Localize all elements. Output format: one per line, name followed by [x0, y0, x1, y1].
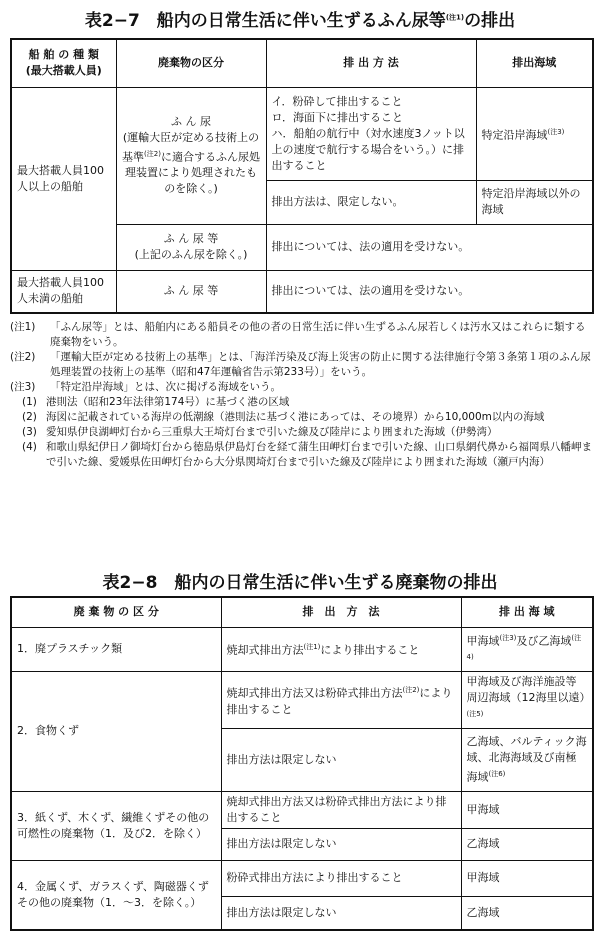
method-sewage-conditions: イ．粉砕して排出すること ロ．海面下に排出すること ハ．船舶の航行中（対水速度3ノット以上の速度で航行する場合をいう。）に排出すること	[266, 87, 476, 180]
header-discharge-method: 排 出 方 法	[266, 39, 476, 87]
waste-food: 2．食物くず	[11, 671, 221, 791]
method-plastics: 焼却式排出方法$^{(注1)}$により排出すること	[221, 627, 461, 671]
table-2-7-title: 表2−7 船内の日常生活に伴い生ずるふん尿等$^{(注1)}$の排出	[84, 11, 516, 31]
note-3-item: (2) 海図に記載されている海岸の低潮線（港則法に基づく港にあっては、その境界）から10,000m以内の海域	[22, 411, 545, 423]
sea-specified-coastal: 特定沿岸海域$^{(注3)}$	[476, 87, 593, 180]
waste-metal-glass: 4．金属くず、ガラスくず、陶磁器くずその他の廃棄物（1．〜3．を除く。）	[11, 860, 221, 930]
waste-combustible: 3．紙くず、木くず、繊維くずその他の可燃性の廃棄物（1．及び2．を除く）	[11, 791, 221, 860]
method-metal-1: 粉砕式排出方法により排出すること	[221, 860, 461, 896]
waste-sewage-etc-small: ふ ん 尿 等	[116, 270, 266, 313]
method-food-1: 焼却式排出方法又は粉砕式排出方法$^{(注2)}$により排出すること	[221, 671, 461, 728]
waste-plastics: 1．廃プラスチック類	[11, 627, 221, 671]
note-1: (注1) 「ふん尿等」とは、船舶内にある船員その他の者の日常生活に伴い生ずるふん尿若しくは汚水又はこれらに類する廃棄物をいう。	[10, 321, 586, 348]
note-3-item: (1) 港則法（昭和23年法律第174号）に基づく港の区域	[22, 396, 290, 408]
notes-table-2-7	[10, 320, 592, 470]
law-not-applicable: 排出については、法の適用を受けない。	[266, 224, 593, 270]
note-2: (注2) 「運輸大臣が定める技術上の基準」とは、「海洋汚染及び海上災害の防止に関する法律施行令第３条第１項のふん尿処理装置の技術上の基準（昭和47年運輸省告示第233号）」をいう。	[10, 351, 591, 378]
header-waste-category: 廃棄物の区分	[116, 39, 266, 87]
waste-sewage: ふ ん 尿 (運輸大臣が定める技術上の基準$^{(注2)}$に適合するふん尿処理装置により処理されたものを除く。)	[116, 87, 266, 224]
header-waste-category: 廃 棄 物 の 区 分	[11, 597, 221, 627]
table-2-8-title: 表2−8 船内の日常生活に伴い生ずる廃棄物の排出	[102, 573, 498, 593]
header-discharge-method: 排 出 方 法	[221, 597, 461, 627]
sea-plastics: 甲海域$^{(注3)}$及び乙海域$^{(注4)}$	[461, 627, 593, 671]
sea-combustible-2: 乙海域	[461, 828, 593, 860]
sea-metal-1: 甲海域	[461, 860, 593, 896]
note-3-item: (4) 和歌山県紀伊日ノ御埼灯台から徳島県伊島灯台を経て蒲生田岬灯台まで引いた線、山口県網代鼻から福岡県八幡岬まで引いた線、愛媛県佐田岬灯台から大分県関埼灯台まで引いた線及び陸岸により囲まれた海域（瀬戸内海）	[22, 441, 592, 468]
ship-small: 最大搭載人員100人未満の船舶	[11, 270, 116, 313]
law-not-applicable-small: 排出については、法の適用を受けない。	[266, 270, 593, 313]
sea-combustible-1: 甲海域	[461, 791, 593, 828]
sea-outside-coastal: 特定沿岸海域以外の海域	[476, 180, 593, 224]
ship-large: 最大搭載人員100人以上の船舶	[11, 87, 116, 270]
header-discharge-area: 排出海域	[476, 39, 593, 87]
header-ship-type: 船 舶 の 種 類 (最大搭載人員)	[11, 39, 116, 87]
method-unlimited: 排出方法は、限定しない。	[266, 180, 476, 224]
sea-food-1: 甲海域及び海洋施設等周辺海域（12海里以遠）$^{(注5)}$	[461, 671, 593, 728]
method-combustible-1: 焼却式排出方法又は粉砕式排出方法により排出すること	[221, 791, 461, 828]
table-2-7	[10, 38, 594, 314]
header-discharge-area: 排 出 海 域	[461, 597, 593, 627]
method-metal-2: 排出方法は限定しない	[221, 896, 461, 930]
waste-sewage-etc: ふ ん 尿 等 (上記のふん尿を除く。)	[116, 224, 266, 270]
sea-food-2: 乙海域、バルティック海域、北海海域及び南極海域$^{(注6)}$	[461, 728, 593, 791]
note-3: (注3) 「特定沿岸海域」とは、次に掲げる海域をいう。	[10, 381, 281, 393]
note-3-item: (3) 愛知県伊良湖岬灯台から三重県大王埼灯台まで引いた線及び陸岸により囲まれた海域（伊勢湾）	[22, 426, 498, 438]
method-food-2: 排出方法は限定しない	[221, 728, 461, 791]
table-2-8	[10, 596, 594, 931]
sea-metal-2: 乙海域	[461, 896, 593, 930]
method-combustible-2: 排出方法は限定しない	[221, 828, 461, 860]
